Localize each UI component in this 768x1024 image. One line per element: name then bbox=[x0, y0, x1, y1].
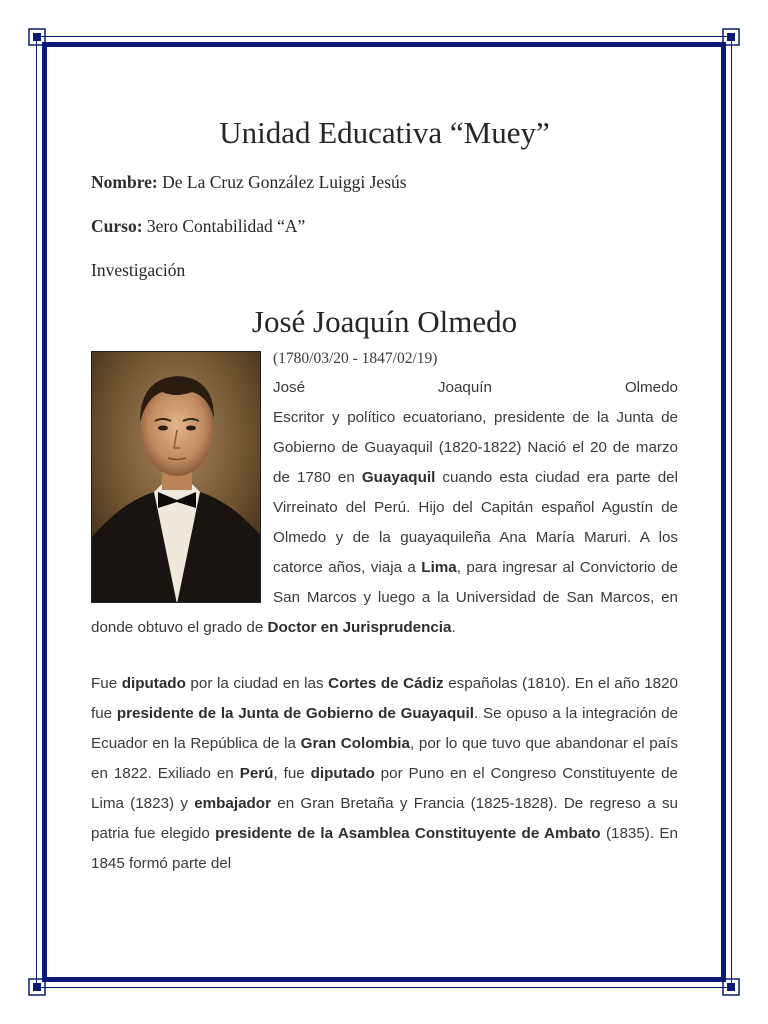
bold-term: Perú bbox=[239, 765, 274, 782]
bold-term: Doctor en Jurisprudencia bbox=[267, 619, 452, 636]
course-field bbox=[91, 216, 305, 237]
bold-term: presidente de la Asamblea Constituyente de Ambato bbox=[215, 825, 601, 842]
name-label: Nombre: bbox=[91, 172, 158, 192]
student-name-field bbox=[91, 172, 407, 193]
text-run: , para ingresar al Convictorio de San Marcos y luego a la Universidad de San Marcos, en donde obtuvo el grado de bbox=[91, 559, 678, 636]
corner-ornament-icon bbox=[722, 978, 740, 996]
text-run: Fue bbox=[91, 675, 122, 692]
name-value: De La Cruz González Luiggi Jesús bbox=[162, 172, 407, 192]
text-run: , por lo que tuvo que abandonar el país en 1822. Exiliado en bbox=[91, 735, 679, 782]
corner-ornament-icon bbox=[28, 28, 46, 46]
portrait-image bbox=[91, 351, 261, 603]
course-value: 3ero Contabilidad “A” bbox=[146, 216, 306, 236]
document-type: Investigación bbox=[91, 260, 186, 280]
corner-ornament-icon bbox=[28, 978, 46, 996]
biography-text bbox=[91, 351, 678, 879]
text-run: , fue bbox=[273, 765, 311, 782]
text-run: . bbox=[451, 619, 456, 636]
text-run: Escritor y político ecuatoriano, presidente de la Junta de Gobierno de Guayaquil (1820-1822) Nació el 20 de marzo de 1780 en bbox=[273, 409, 678, 486]
text-run: por la ciudad en las bbox=[185, 675, 329, 692]
biography-title: José Joaquín Olmedo bbox=[251, 304, 518, 339]
document-body bbox=[91, 108, 679, 872]
bold-term: diputado bbox=[310, 765, 375, 782]
bio-name-line: José Joaquín Olmedo bbox=[273, 379, 678, 396]
bold-term: diputado bbox=[121, 675, 186, 692]
bold-term: Gran Colombia bbox=[300, 735, 410, 752]
bold-term: Lima bbox=[421, 559, 457, 576]
biography-paragraph-2 bbox=[91, 669, 678, 879]
text-run: en Gran Bretaña y Francia (1825-1828). De regreso a su patria fue elegido bbox=[91, 795, 678, 842]
corner-ornament-icon bbox=[722, 28, 740, 46]
bold-term: Guayaquil bbox=[361, 469, 436, 486]
text-run: españolas (1810). En el año 1820 fue bbox=[91, 675, 679, 722]
school-title: Unidad Educativa “Muey” bbox=[219, 115, 550, 150]
text-run: cuando esta ciudad era parte del Virreinato del Perú. Hijo del Capitán español Agustín de Olmedo y de la guayaquileña Ana María Maruri. A los catorce años, viaja a bbox=[273, 469, 678, 576]
text-run: (1835). En 1845 formó parte del bbox=[91, 825, 678, 872]
course-label: Curso: bbox=[91, 216, 143, 236]
birth-death-dates: (1780/03/20 - 1847/02/19) bbox=[273, 350, 438, 367]
bold-term: Cortes de Cádiz bbox=[328, 675, 444, 692]
text-run: . Se opuso a la integración de Ecuador en la República de la bbox=[91, 705, 678, 752]
bold-term: presidente de la Junta de Gobierno de Guayaquil bbox=[116, 705, 474, 722]
text-run: por Puno en el Congreso Constituyente de Lima (1823) y bbox=[91, 765, 678, 812]
bold-term: embajador bbox=[194, 795, 271, 812]
